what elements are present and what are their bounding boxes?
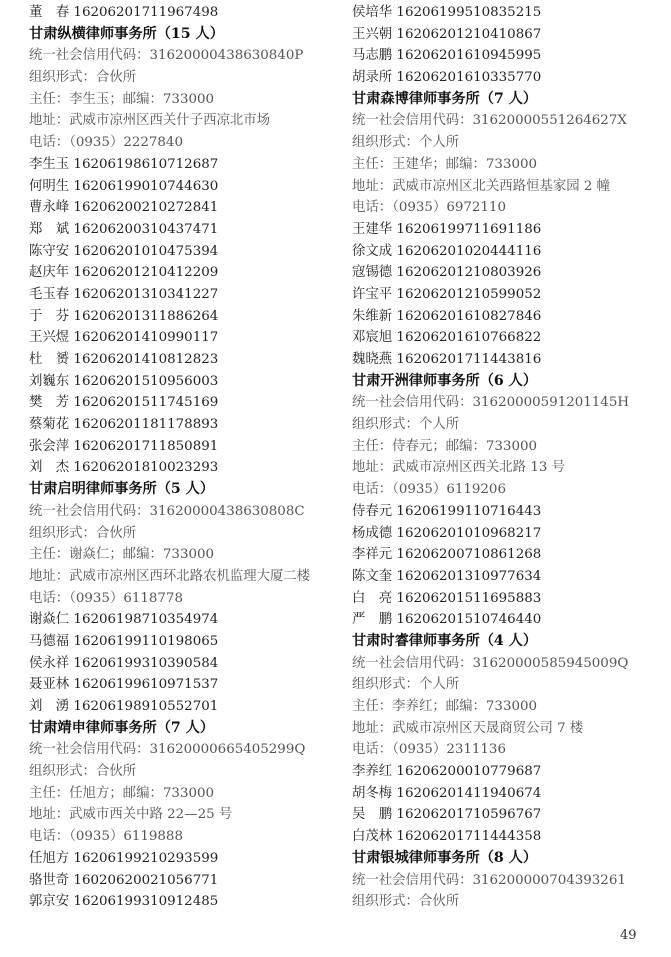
firm-info-line: 电话：（0935）2227840: [29, 135, 183, 151]
firm-info-line: 地址：武威市凉州区北关西路恒基家园 2 幢: [352, 178, 611, 194]
lawyer-entry: 董 春 16206201711967498: [29, 5, 219, 20]
lawyer-entry: 胡录所 16206201610335770: [352, 70, 542, 86]
firm-info-line: 主任：谢焱仁；邮编：733000: [29, 547, 215, 563]
lawyer-entry: 王兴煜 16206201410990117: [29, 330, 219, 346]
firm-info-line: 电话：（0935）2311136: [352, 742, 506, 758]
lawyer-entry: 刘 杰 16206201810023293: [29, 460, 219, 476]
lawyer-entry: 李养红 16206200010779687: [352, 764, 542, 780]
lawyer-entry: 侍春元 16206199110716443: [352, 503, 542, 519]
lawyer-entry: 胡冬梅 16206201411940674: [352, 785, 542, 801]
firm-info-line: 统一社会信用代码：31620000585945009Q: [352, 655, 629, 671]
lawyer-entry: 白 亮 16206201511695883: [352, 590, 542, 606]
firm-heading: 甘肃启明律师事务所（5 人）: [29, 481, 215, 498]
lawyer-entry: 樊 芳 16206201511745169: [29, 395, 219, 411]
firm-info-line: 组织形式：个人所: [352, 135, 460, 151]
firm-info-line: 电话：（0935）6972110: [352, 200, 506, 216]
lawyer-entry: 赵庆年 16206201210412209: [29, 265, 219, 281]
lawyer-entry: 杜 赟 16206201410812823: [29, 352, 219, 367]
lawyer-entry: 马志鹏 16206201610945995: [352, 48, 542, 64]
firm-heading: 甘肃时睿律师事务所（4 人）: [352, 632, 538, 649]
firm-info-line: 地址：武威市凉州区西关什子西凉北市场: [29, 113, 271, 129]
lawyer-entry: 李祥元 16206200710861268: [352, 547, 542, 563]
firm-info-line: 统一社会信用代码：31620000665405299Q: [29, 742, 306, 758]
firm-info-line: 电话：（0935）6118778: [29, 590, 183, 606]
lawyer-entry: 徐文成 16206201020444116: [352, 243, 542, 259]
left-column: [29, 2, 335, 913]
firm-info-line: 主任：李生玉；邮编：733000: [29, 91, 215, 107]
firm-heading: 甘肃森博律师事务所（7 人）: [352, 90, 538, 107]
firm-info-line: 组织形式：合伙所: [29, 764, 137, 780]
firm-info-line: 统一社会信用代码：31620000591201145H: [352, 395, 630, 411]
firm-info-line: 地址：武威市西关中路 22—25 号: [29, 807, 233, 823]
lawyer-entry: 毛玉春 16206201310341227: [29, 286, 219, 302]
lawyer-entry: 朱维新 16206201610827846: [352, 308, 542, 324]
lawyer-entry: 张会萍 16206201711850891: [29, 438, 219, 454]
firm-info-line: 电话：（0935）6119206: [352, 482, 506, 498]
lawyer-entry: 何明生 16206199010744630: [29, 178, 219, 194]
firm-heading: 甘肃纵横律师事务所（15 人）: [29, 25, 224, 42]
lawyer-entry: 于 芬 16206201311886264: [29, 308, 219, 324]
lawyer-entry: 郑 斌 16206200310437471: [29, 221, 219, 237]
firm-heading: 甘肃开洲律师事务所（6 人）: [352, 372, 538, 389]
lawyer-entry: 骆世奇 16020620021056771: [29, 872, 219, 888]
lawyer-entry: 寇锡德 16206201210803926: [352, 265, 542, 281]
firm-info-line: 统一社会信用代码：316200000704393261: [352, 872, 626, 888]
firm-info-line: 组织形式：合伙所: [29, 70, 137, 86]
lawyer-entry: 刘巍东 16206201510956003: [29, 373, 219, 389]
firm-heading: 甘肃银城律师事务所（8 人）: [352, 849, 538, 866]
lawyer-entry: 侯永祥 16206199310390584: [29, 655, 219, 671]
lawyer-entry: 聂亚林 16206199610971537: [29, 677, 219, 693]
lawyer-entry: 严 鹏 16206201510746440: [352, 612, 542, 628]
lawyer-entry: 白茂林 16206201711444358: [352, 829, 542, 845]
firm-info-line: 主任：任旭方；邮编：733000: [29, 785, 215, 801]
firm-info-line: 组织形式：个人所: [352, 677, 460, 693]
lawyer-entry: 刘 湧 16206198910552701: [29, 699, 219, 715]
firm-info-line: 电话：（0935）6119888: [29, 829, 183, 845]
lawyer-entry: 杨成德 16206201010968217: [352, 525, 542, 541]
lawyer-entry: 侯培华 16206199510835215: [352, 5, 542, 20]
lawyer-entry: 郭京安 16206199310912485: [29, 894, 219, 910]
firm-info-line: 统一社会信用代码：31620000551264627X: [352, 113, 627, 129]
lawyer-entry: 蔡菊花 16206201181178893: [29, 417, 219, 433]
lawyer-entry: 李生玉 16206198610712687: [29, 156, 219, 172]
lawyer-entry: 陈守安 16206201010475394: [29, 243, 219, 259]
firm-info-line: 主任：王建华；邮编：733000: [352, 156, 538, 172]
lawyer-entry: 邓宸旭 16206201610766822: [352, 330, 542, 346]
firm-info-line: 统一社会信用代码：31620000438630840P: [29, 48, 304, 64]
firm-info-line: 组织形式：合伙所: [29, 525, 137, 541]
firm-heading: 甘肃靖申律师事务所（7 人）: [29, 719, 215, 736]
firm-info-line: 地址：武威市凉州区西环北路农机监理大厦二楼: [29, 568, 311, 584]
firm-info-line: 组织形式：合伙所: [352, 894, 460, 910]
lawyer-entry: 谢焱仁 16206198710354974: [29, 612, 219, 628]
firm-info-line: 组织形式：个人所: [352, 417, 460, 433]
firm-info-line: 主任：李养红；邮编：733000: [352, 699, 538, 715]
firm-info-line: 统一社会信用代码：31620000438630808C: [29, 503, 305, 519]
lawyer-entry: 马德福 16206199110198065: [29, 633, 219, 649]
right-column: [352, 2, 652, 913]
lawyer-entry: 陈文奎 16206201310977634: [352, 568, 542, 584]
lawyer-entry: 任旭方 16206199210293599: [29, 850, 219, 866]
firm-info-line: 地址：武威市凉州区西关北路 13 号: [352, 460, 566, 476]
firm-info-line: 地址：武威市凉州区天晟商贸公司 7 楼: [352, 720, 584, 736]
lawyer-entry: 王兴朝 16206201210410867: [352, 26, 542, 42]
page-number: 49: [620, 928, 637, 943]
lawyer-entry: 王建华 16206199711691186: [352, 221, 542, 237]
firm-info-line: 主任：侍春元；邮编：733000: [352, 438, 538, 454]
lawyer-entry: 曹永峰 16206200210272841: [29, 200, 219, 216]
lawyer-entry: 许宝平 16206201210599052: [352, 286, 542, 302]
lawyer-entry: 吴 鹏 16206201710596767: [352, 807, 542, 823]
lawyer-entry: 魏晓燕 16206201711443816: [352, 352, 542, 368]
